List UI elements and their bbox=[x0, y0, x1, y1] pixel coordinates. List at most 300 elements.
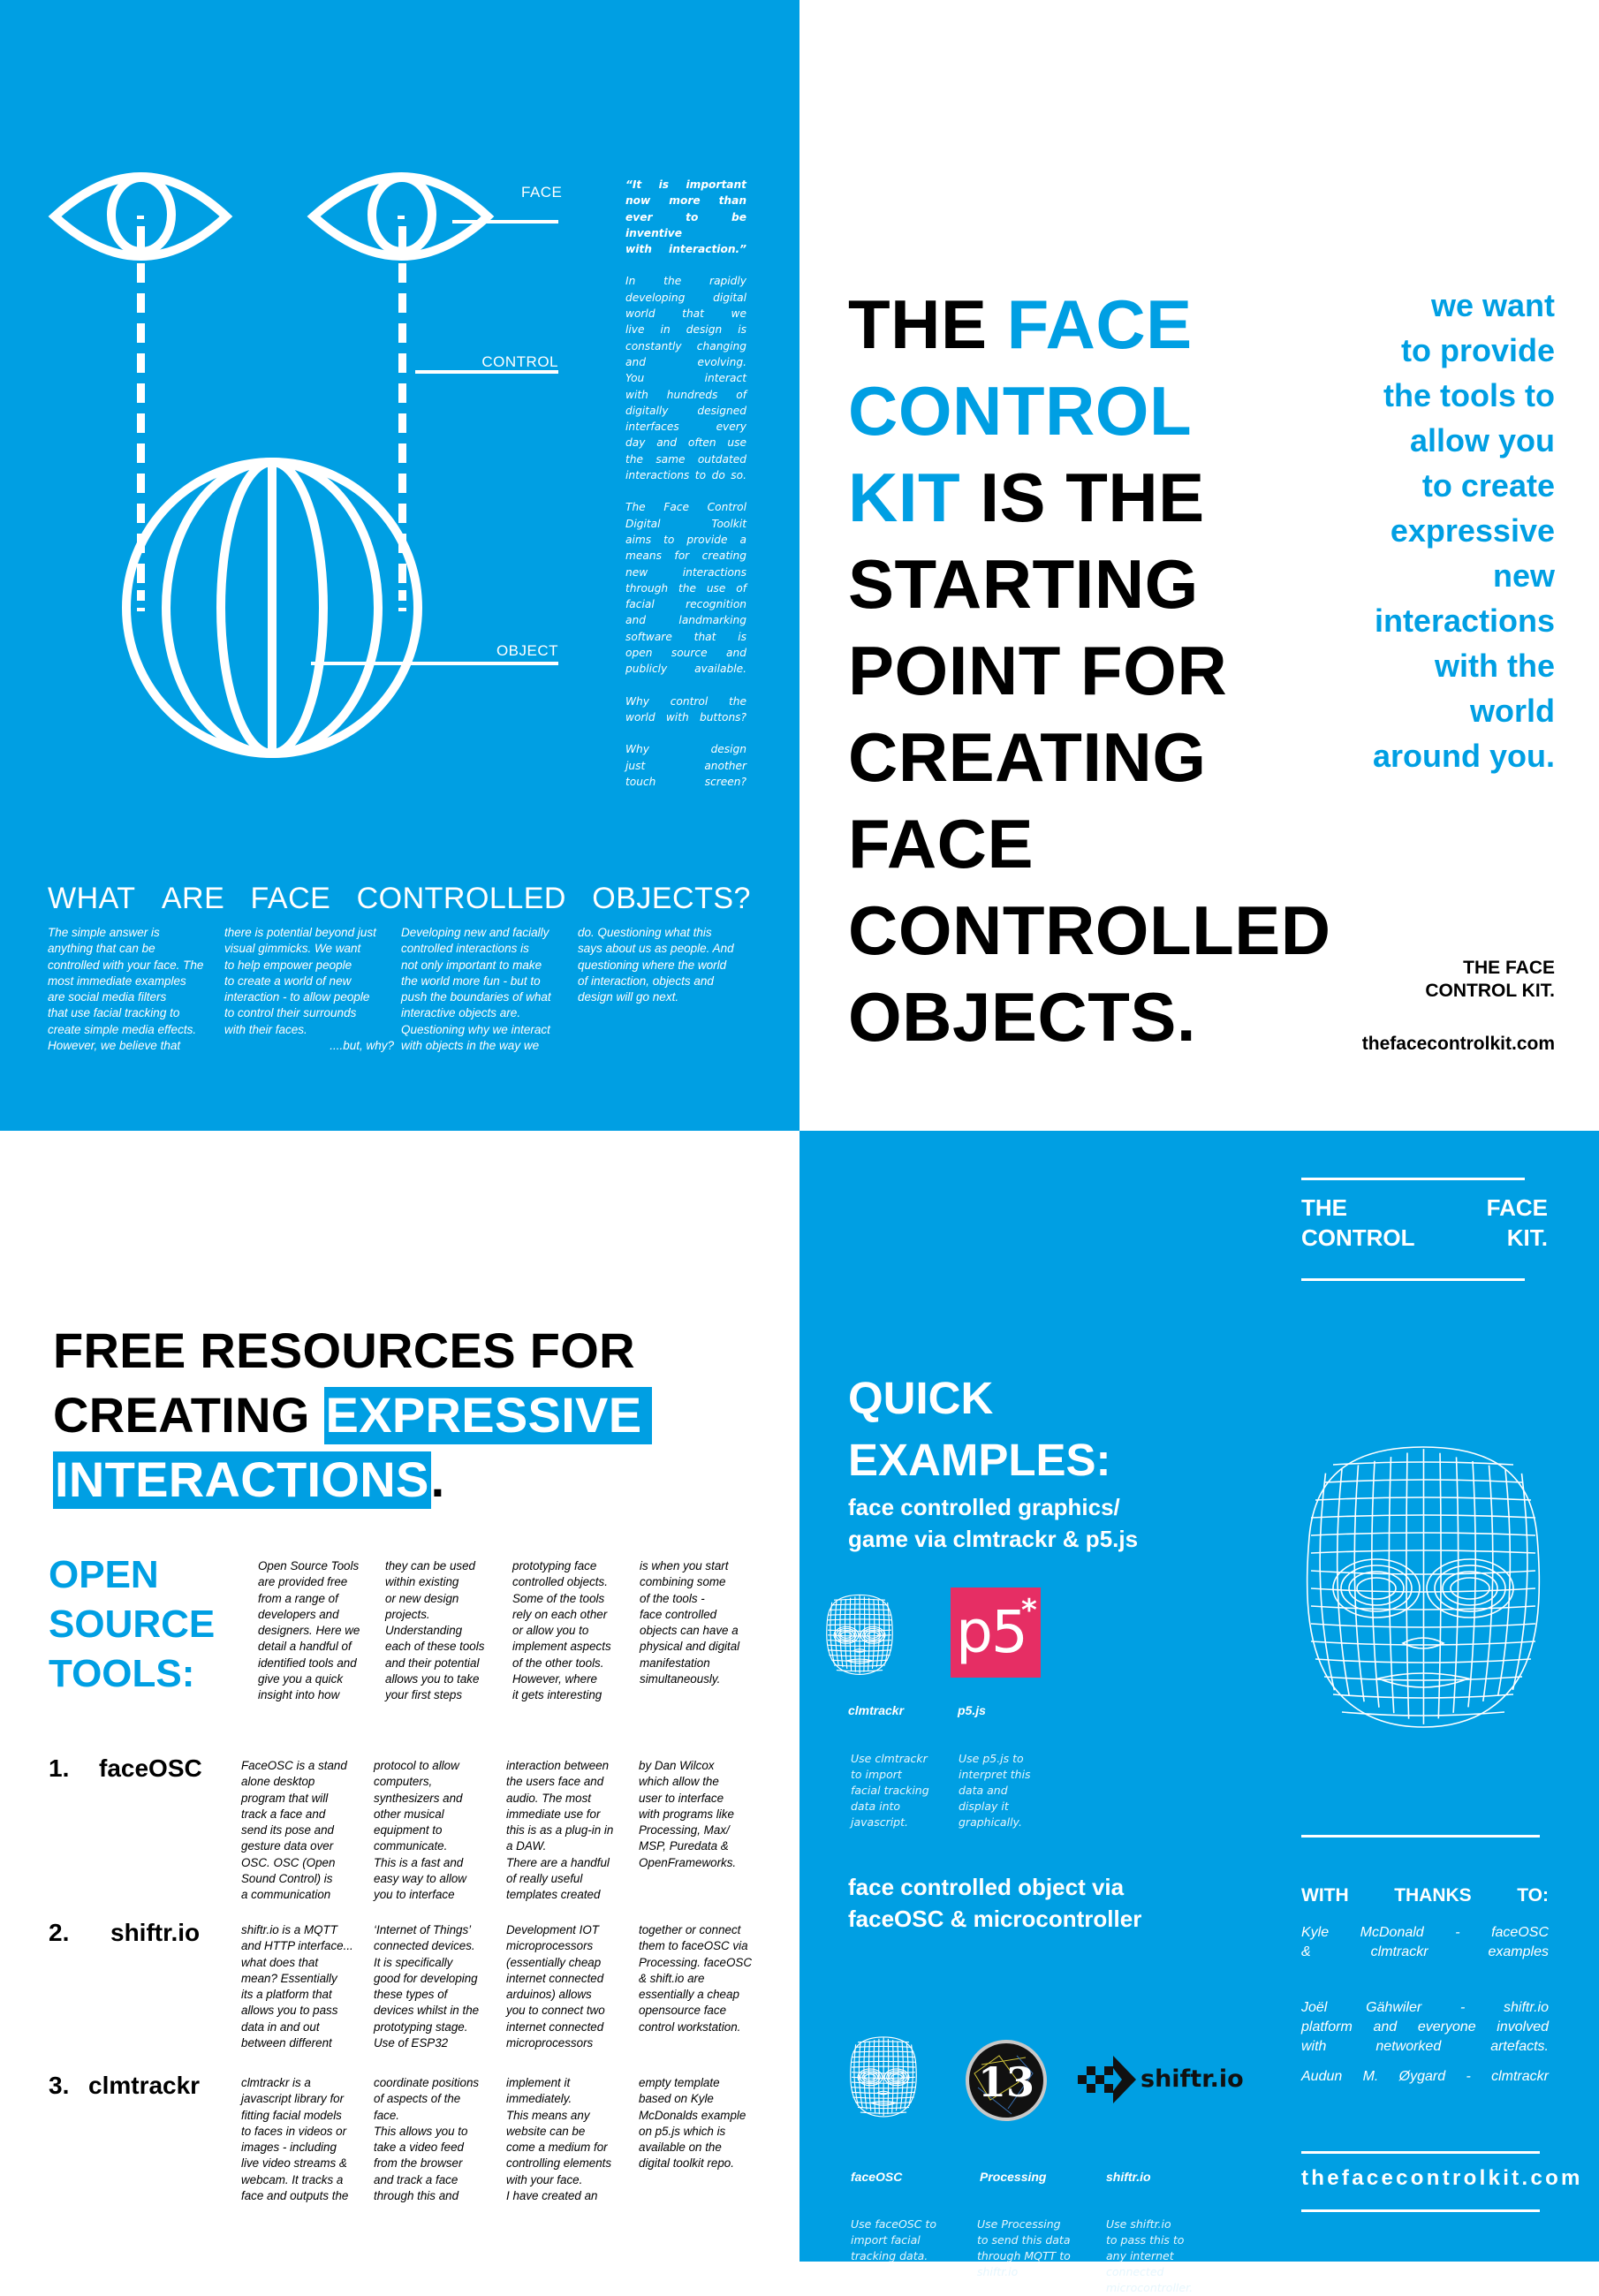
text-line: now more than bbox=[625, 194, 746, 208]
text-line: Use faceOSC to bbox=[851, 2217, 936, 2231]
thanks-word: - bbox=[1455, 1925, 1460, 1940]
text-line: computers, bbox=[374, 1775, 433, 1789]
sidebar-paragraph bbox=[625, 741, 746, 790]
text-line: Open Source Tools bbox=[258, 1559, 360, 1572]
text-line: combining some bbox=[640, 1575, 726, 1589]
text-line: publicly available. bbox=[625, 663, 746, 676]
text-line: or new design bbox=[385, 1591, 459, 1605]
text-line: each of these tools bbox=[385, 1640, 485, 1654]
resources-headline bbox=[53, 1318, 652, 1512]
thanks-word: M. bbox=[1362, 2069, 1379, 2084]
text-line: & shift.io are bbox=[639, 1971, 705, 1985]
text-line: connected bbox=[1106, 2265, 1164, 2278]
text-line: Why control the bbox=[625, 694, 746, 708]
brand-word: CONTROL bbox=[1301, 1224, 1415, 1251]
text-line: between different bbox=[241, 2036, 332, 2050]
text-line: through MQTT to bbox=[977, 2249, 1071, 2262]
thanks-word: Gähwiler bbox=[1366, 2000, 1422, 2015]
label-control: CONTROL bbox=[481, 353, 558, 370]
body-column bbox=[401, 925, 578, 1054]
text-line: templates created bbox=[506, 1888, 601, 1902]
headline-segment: POINT FOR bbox=[848, 632, 1228, 709]
text-line: facial tracking bbox=[851, 1784, 929, 1797]
text-line: interaction - to allow people bbox=[224, 990, 370, 1004]
tool-column bbox=[374, 2075, 506, 2204]
text-line: immediately. bbox=[506, 2092, 572, 2106]
text-line: this is as a plug-in in bbox=[506, 1823, 614, 1838]
intro-column bbox=[258, 1558, 370, 1704]
text-line: the world more fun - but to bbox=[401, 974, 541, 988]
text-line: which allow the bbox=[639, 1775, 719, 1789]
text-line: You interact bbox=[625, 372, 746, 385]
intro-column bbox=[640, 1558, 754, 1704]
text-line: a communication bbox=[241, 1888, 331, 1902]
text-line: manifestation bbox=[640, 1656, 710, 1670]
thanks-word: platform bbox=[1301, 2019, 1353, 2035]
title-word: WHAT bbox=[48, 882, 136, 915]
text-line: to faces in videos or bbox=[241, 2124, 347, 2138]
tagline-line: with the bbox=[1435, 648, 1555, 684]
text-line: immediate use for bbox=[506, 1807, 601, 1821]
text-line: open source and bbox=[625, 647, 746, 660]
text-line: Developing new and facially bbox=[401, 926, 549, 939]
text-line: together or connect bbox=[639, 1923, 741, 1936]
text-line: microcontroller. bbox=[1106, 2281, 1194, 2294]
text-line: create simple media effects. bbox=[48, 1022, 197, 1036]
text-line: or allow you to bbox=[512, 1624, 589, 1638]
tagline-line: world bbox=[1470, 693, 1555, 729]
text-line: are provided free bbox=[258, 1575, 348, 1589]
brand-word: FACE bbox=[1486, 1194, 1548, 1221]
text-line: are social media filters bbox=[48, 990, 167, 1004]
intro-sidebar-text bbox=[625, 177, 746, 806]
brand-word: KIT. bbox=[1506, 1224, 1548, 1251]
tool-column bbox=[639, 2075, 771, 2204]
title-line: face controlled graphics/ bbox=[848, 1494, 1120, 1520]
example-tool-desc bbox=[977, 2216, 1071, 2280]
text-line: anything that can be bbox=[48, 942, 155, 956]
text-line: simultaneously. bbox=[640, 1672, 721, 1686]
thanks-word: networked bbox=[1375, 2039, 1442, 2054]
headline-highlight-expressive: EXPRESSIVE bbox=[324, 1387, 653, 1444]
text-line: through this and bbox=[374, 2189, 459, 2203]
tool-column bbox=[374, 1922, 506, 2051]
text-line: with objects in the way we bbox=[401, 1039, 540, 1053]
quick-examples-title bbox=[848, 1368, 1111, 1491]
text-line: coordinate positions bbox=[374, 2076, 480, 2089]
text-line: world with buttons? bbox=[625, 710, 746, 724]
text-line: aims to provide a bbox=[625, 533, 746, 546]
thanks-word: - bbox=[1459, 2000, 1466, 2015]
text-line: to send this data bbox=[977, 2233, 1071, 2247]
text-line: what does that bbox=[241, 1955, 319, 1969]
tool-number: 3. bbox=[49, 2072, 70, 2099]
headline-line bbox=[848, 368, 1331, 454]
text-line: prototyping face bbox=[512, 1559, 597, 1572]
text-line: to help empower people bbox=[224, 958, 352, 972]
p5js-logo bbox=[951, 1587, 1041, 1678]
text-line: questioning where the world bbox=[578, 958, 727, 972]
face-leader-line bbox=[452, 220, 558, 224]
text-line: user to interface bbox=[639, 1791, 724, 1805]
title-word: FACE bbox=[250, 882, 331, 915]
sidebar-paragraph bbox=[625, 499, 746, 677]
text-line: The Face Control bbox=[625, 501, 746, 514]
text-line: the users face and bbox=[506, 1775, 604, 1789]
tagline-line: the tools to bbox=[1383, 377, 1555, 413]
headline-segment: FACE bbox=[1006, 285, 1193, 363]
text-line: ....but, why? bbox=[330, 1039, 394, 1053]
text-line: There are a handful bbox=[506, 1855, 610, 1869]
text-line: interfaces every bbox=[625, 421, 746, 434]
text-line: javascript. bbox=[851, 1815, 908, 1829]
text-line: designers. Here we bbox=[258, 1624, 360, 1638]
example-tool-label: clmtrackr bbox=[848, 1703, 905, 1717]
text-line: Processing. faceOSC bbox=[639, 1955, 753, 1969]
thanks-title-word: WITH bbox=[1301, 1885, 1349, 1906]
text-line: MSP, Puredata & bbox=[639, 1839, 729, 1853]
face-mesh-icon bbox=[824, 1590, 895, 1678]
headline-line-2-text: CREATING bbox=[53, 1387, 324, 1443]
text-line: on p5.js which is bbox=[639, 2124, 726, 2138]
tool-column bbox=[241, 2075, 374, 2204]
text-line: gesture data over bbox=[241, 1839, 334, 1853]
text-line: website can be bbox=[506, 2124, 586, 2138]
text-line: of the tools - bbox=[640, 1591, 705, 1605]
title-line: faceOSC & microcontroller bbox=[848, 1906, 1142, 1932]
text-line: digitally designed bbox=[625, 404, 746, 417]
text-line: live in design is bbox=[625, 323, 746, 337]
text-line: with your face. bbox=[506, 2172, 583, 2186]
text-line: and evolving. bbox=[625, 355, 746, 368]
thanks-entry bbox=[1301, 2067, 1549, 2087]
text-line: and their potential bbox=[385, 1656, 480, 1670]
thanks-entry bbox=[1301, 1998, 1549, 2057]
thanks-word: Audun bbox=[1301, 2069, 1343, 2084]
thanks-word: and bbox=[1373, 2019, 1398, 2035]
text-line: software that is bbox=[625, 630, 746, 643]
title-word: QUICK bbox=[848, 1373, 994, 1423]
text-line: internet connected bbox=[506, 2019, 604, 2034]
headline-line bbox=[848, 454, 1331, 541]
title-line: game via clmtrackr & p5.js bbox=[848, 1526, 1139, 1552]
text-line: interactions to do so. bbox=[625, 469, 746, 482]
tagline-line: to provide bbox=[1400, 332, 1555, 368]
sidebar-paragraph bbox=[625, 273, 746, 483]
thanks-word: Kyle bbox=[1301, 1925, 1330, 1940]
text-line: javascript library for bbox=[241, 2092, 345, 2106]
text-line: they can be used bbox=[385, 1559, 475, 1572]
thanks-line bbox=[1301, 1923, 1549, 1943]
thanks-line bbox=[1301, 1998, 1549, 2018]
text-line: controlled with your face. The bbox=[48, 958, 204, 972]
text-line: synthesizers and bbox=[374, 1791, 463, 1805]
thanks-word: involved bbox=[1497, 2019, 1549, 2035]
text-line: them to faceOSC via bbox=[639, 1939, 748, 1953]
thanks-word: faceOSC bbox=[1491, 1925, 1549, 1940]
thanks-word: shiftr.io bbox=[1503, 2000, 1549, 2015]
headline-line-1: FREE RESOURCES FOR bbox=[53, 1322, 635, 1378]
headline-period: . bbox=[430, 1451, 445, 1507]
headline-segment: CONTROLLED bbox=[848, 891, 1331, 969]
text-line: The simple answer is bbox=[48, 926, 160, 939]
text-line: images - including bbox=[241, 2141, 337, 2155]
headline-line bbox=[848, 627, 1331, 714]
text-line: Why design bbox=[625, 743, 746, 756]
tool-number: 2. bbox=[49, 1919, 70, 1946]
tagline-line: new bbox=[1492, 557, 1555, 594]
text-line: not only important to make bbox=[401, 958, 542, 972]
sidebar-paragraph bbox=[625, 693, 746, 726]
headline-segment: FACE bbox=[848, 805, 1034, 883]
thanks-title-word: THANKS bbox=[1394, 1885, 1472, 1906]
tool-column bbox=[506, 1758, 639, 1904]
tool-column bbox=[374, 1758, 506, 1904]
thanks-line bbox=[1301, 2067, 1549, 2087]
text-line: essentially a cheap bbox=[639, 1988, 739, 2002]
text-line: with hundreds of bbox=[625, 388, 746, 401]
sidebar-paragraph bbox=[625, 177, 746, 257]
tagline-line: to create bbox=[1421, 467, 1555, 504]
text-line: these types of bbox=[374, 1988, 448, 2002]
brand-line-2: CONTROL KIT. bbox=[1425, 981, 1555, 1001]
example-tool-label: p5.js bbox=[958, 1703, 986, 1717]
text-line: easy way to allow bbox=[374, 1872, 466, 1886]
text-line: identified tools and bbox=[258, 1656, 357, 1670]
text-line: objects can have a bbox=[640, 1624, 739, 1638]
divider bbox=[1301, 1835, 1540, 1838]
text-line: Sound Control) is bbox=[241, 1872, 333, 1886]
text-line: digital toolkit repo. bbox=[639, 2156, 734, 2171]
title-word: OBJECTS? bbox=[592, 882, 751, 915]
text-line: interpret this bbox=[959, 1768, 1031, 1781]
text-line: take a video feed bbox=[374, 2141, 464, 2155]
text-line: OSC. OSC (Open bbox=[241, 1855, 336, 1869]
example-tool-label: shiftr.io bbox=[1106, 2170, 1151, 2184]
divider bbox=[1301, 1278, 1525, 1281]
website-link[interactable]: thefacecontrolkit.com bbox=[1301, 2166, 1583, 2190]
text-line: Development IOT bbox=[506, 1923, 599, 1936]
tool-column bbox=[241, 1758, 374, 1904]
example-tool-desc bbox=[1106, 2216, 1193, 2296]
text-line: Use of ESP32 bbox=[374, 2036, 449, 2050]
brand-line-1: THE FACE bbox=[1463, 958, 1555, 978]
headline-segment: OBJECTS. bbox=[848, 978, 1197, 1056]
headline-segment: CREATING bbox=[848, 718, 1207, 796]
text-line: good for developing bbox=[374, 1971, 478, 1985]
thanks-word: clmtrackr bbox=[1370, 1944, 1428, 1959]
text-line: alone desktop bbox=[241, 1775, 315, 1789]
tool-name: shiftr.io bbox=[110, 1919, 201, 1946]
tool-column bbox=[506, 2075, 639, 2204]
thanks-word: clmtrackr bbox=[1491, 2069, 1549, 2084]
headline-segment: IS THE bbox=[960, 458, 1205, 536]
text-line: interactive objects are. bbox=[401, 1006, 521, 1020]
thanks-line bbox=[1301, 2018, 1549, 2037]
thanks-word: McDonald bbox=[1360, 1925, 1424, 1940]
text-line: from the browser bbox=[374, 2156, 463, 2171]
tool-name: faceOSC bbox=[99, 1754, 202, 1782]
text-line: and track a face bbox=[374, 2172, 458, 2186]
text-line: Use Processing bbox=[977, 2217, 1061, 2231]
mission-tagline bbox=[1290, 283, 1555, 778]
text-line: its a platform that bbox=[241, 1988, 332, 2002]
text-line: day and often use bbox=[625, 436, 746, 450]
text-line: data in and out bbox=[241, 2019, 320, 2034]
text-line: physical and digital bbox=[640, 1640, 740, 1654]
text-line: OpenFrameworks. bbox=[639, 1855, 737, 1869]
text-line: you to connect two bbox=[506, 2004, 605, 2018]
example-tool-label: faceOSC bbox=[851, 2170, 903, 2184]
panel-face-controlled-objects bbox=[0, 0, 800, 1131]
text-line: face controlled bbox=[640, 1607, 717, 1621]
divider bbox=[1301, 1178, 1525, 1180]
panel-manifesto bbox=[800, 0, 1599, 1131]
text-line: It is specifically bbox=[374, 1955, 453, 1969]
title-line: face controlled object via bbox=[848, 1874, 1125, 1900]
panel-quick-examples bbox=[800, 1131, 1599, 2294]
text-line: implement it bbox=[506, 2076, 571, 2089]
thanks-word: with bbox=[1301, 2039, 1327, 2054]
text-line: means for creating bbox=[625, 549, 746, 563]
text-line: communicate. bbox=[374, 1839, 448, 1853]
divider bbox=[1301, 2151, 1540, 2154]
text-line: devices whilst in the bbox=[374, 2004, 480, 2018]
text-line: tracking data. bbox=[851, 2249, 928, 2262]
panel-free-resources bbox=[0, 1131, 800, 2262]
text-line: do. Questioning what this bbox=[578, 926, 712, 939]
text-line: it gets interesting bbox=[512, 1688, 602, 1702]
title-word: CONTROLLED bbox=[356, 882, 566, 915]
thanks-word: artefacts. bbox=[1490, 2039, 1549, 2054]
thanks-word: - bbox=[1466, 2069, 1471, 2084]
object-leader-line bbox=[311, 662, 558, 665]
text-line: live video streams & bbox=[241, 2156, 347, 2171]
fco-body-columns bbox=[48, 925, 754, 1054]
headline-segment: CONTROL bbox=[848, 372, 1193, 450]
text-line: audio. The most bbox=[506, 1791, 592, 1805]
open-source-intro-columns bbox=[258, 1558, 754, 1704]
text-line: fitting facial models bbox=[241, 2108, 342, 2122]
text-line: is when you start bbox=[640, 1559, 729, 1572]
manifesto-headline bbox=[848, 281, 1331, 1060]
text-line: to create a world of new bbox=[224, 974, 352, 988]
text-line: Use shiftr.io bbox=[1106, 2217, 1171, 2231]
text-line: rely on each other bbox=[512, 1607, 608, 1621]
tool-description-columns bbox=[241, 1922, 771, 2051]
headline-segment: STARTING bbox=[848, 545, 1199, 623]
text-line: Questioning why we interact bbox=[401, 1022, 550, 1036]
text-line: with their faces. bbox=[224, 1022, 307, 1036]
section-title-what-are-fco bbox=[48, 882, 751, 916]
text-line: (essentially cheap bbox=[506, 1955, 602, 1969]
title-word: EXAMPLES: bbox=[848, 1435, 1111, 1485]
text-line: interaction between bbox=[506, 1759, 610, 1772]
tool-number: 1. bbox=[49, 1754, 70, 1782]
text-line: and HTTP interface... bbox=[241, 1939, 353, 1953]
text-line: McDonalds example bbox=[639, 2108, 746, 2122]
tagline-line: interactions bbox=[1374, 602, 1555, 639]
title-word: SOURCE bbox=[49, 1603, 216, 1646]
text-line: to import bbox=[851, 1768, 902, 1781]
text-line: give you a quick bbox=[258, 1672, 344, 1686]
text-line: by Dan Wilcox bbox=[639, 1759, 715, 1772]
text-line: ‘Internet of Things’ bbox=[374, 1923, 472, 1936]
text-line: Processing, Max/ bbox=[639, 1823, 730, 1838]
label-object: OBJECT bbox=[496, 642, 558, 659]
text-line: graphically. bbox=[959, 1815, 1022, 1829]
p5-logo-text: p5 bbox=[956, 1598, 1027, 1666]
text-line: However, where bbox=[512, 1672, 598, 1686]
text-line: Use clmtrackr bbox=[851, 1752, 928, 1765]
open-source-tools-title bbox=[49, 1550, 215, 1699]
text-line: most immediate examples bbox=[48, 974, 186, 988]
text-line: microprocessors bbox=[506, 2036, 594, 2050]
website-link[interactable]: thefacecontrolkit.com bbox=[1361, 1034, 1555, 1054]
text-line: Digital Toolkit bbox=[625, 517, 746, 530]
brand-wordmark bbox=[1425, 957, 1555, 1003]
title-word: ARE bbox=[161, 882, 225, 915]
text-line: prototyping stage. bbox=[374, 2019, 468, 2034]
text-line: a DAW. bbox=[506, 1839, 547, 1853]
text-line: opensource face bbox=[639, 2004, 727, 2018]
processing-logo bbox=[964, 2038, 1049, 2123]
tool-column bbox=[639, 1758, 771, 1904]
text-line: connected devices. bbox=[374, 1939, 475, 1953]
text-line: visual gimmicks. We want bbox=[224, 942, 361, 956]
tool-description-columns bbox=[241, 2075, 771, 2204]
p5-logo-star: * bbox=[1021, 1593, 1037, 1628]
headline-segment: KIT bbox=[848, 458, 961, 536]
headline-line bbox=[848, 714, 1331, 800]
example-1-title bbox=[848, 1491, 1138, 1555]
text-line: with interaction.” bbox=[625, 243, 746, 256]
intro-column bbox=[512, 1558, 640, 1704]
body-column bbox=[578, 925, 754, 1054]
text-line: control workstation. bbox=[639, 2019, 741, 2034]
headline-line bbox=[848, 887, 1331, 974]
text-line: FaceOSC is a stand bbox=[241, 1759, 347, 1772]
text-line: face and outputs the bbox=[241, 2189, 349, 2203]
text-line: program that will bbox=[241, 1791, 329, 1805]
text-line: protocol to allow bbox=[374, 1759, 459, 1772]
text-line: face. bbox=[374, 2108, 400, 2122]
thanks-line bbox=[1301, 2037, 1549, 2057]
text-line: touch screen? bbox=[625, 775, 746, 788]
text-line: This allows you to bbox=[374, 2124, 468, 2138]
text-line: controlled interactions is bbox=[401, 942, 529, 956]
text-line: through the use of bbox=[625, 581, 746, 595]
text-line: track a face and bbox=[241, 1807, 326, 1821]
text-line: This is a fast and bbox=[374, 1855, 464, 1869]
text-line: I have created an bbox=[506, 2189, 598, 2203]
tagline-line: around you. bbox=[1373, 738, 1555, 774]
text-line: to pass this to bbox=[1106, 2233, 1185, 2247]
tagline-line: we want bbox=[1430, 287, 1555, 323]
text-line: However, we believe that bbox=[48, 1039, 181, 1053]
face-mesh-icon bbox=[848, 2035, 919, 2118]
text-line: your first steps bbox=[385, 1688, 463, 1702]
text-line: implement aspects bbox=[512, 1640, 611, 1654]
text-line: shiftr.io is a MQTT bbox=[241, 1923, 337, 1936]
text-line: from a range of bbox=[258, 1591, 338, 1605]
headline-line bbox=[848, 281, 1331, 368]
text-line: of aspects of the bbox=[374, 2092, 461, 2106]
text-line: with programs like bbox=[639, 1807, 734, 1821]
text-line: come a medium for bbox=[506, 2141, 608, 2155]
text-line: facial recognition bbox=[625, 598, 746, 611]
text-line: push the boundaries of what bbox=[401, 990, 551, 1004]
